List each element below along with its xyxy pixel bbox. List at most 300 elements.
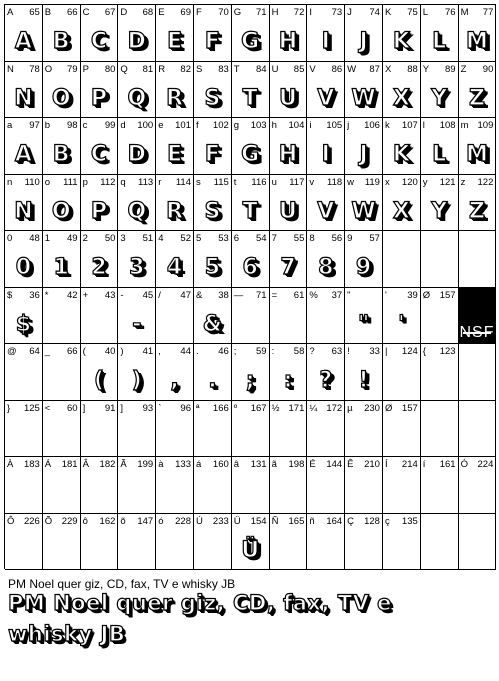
glyph-preview xyxy=(383,364,420,398)
glyph-char: o xyxy=(44,176,51,188)
glyph-cell xyxy=(345,231,383,288)
glyph-cell-label xyxy=(7,233,40,244)
glyph-preview: L xyxy=(432,142,447,168)
glyph-cell xyxy=(383,457,421,514)
glyph-code: 233 xyxy=(212,515,229,527)
glyph-cell-label xyxy=(83,290,116,301)
glyph-preview xyxy=(43,308,80,342)
glyph-preview: J xyxy=(359,142,368,168)
glyph-code: 48 xyxy=(29,233,40,244)
glyph-cell-label xyxy=(45,177,78,188)
glyph-preview: R xyxy=(166,198,184,224)
glyph-code: 167 xyxy=(250,402,267,414)
glyph-char: l xyxy=(422,120,425,131)
glyph-cell xyxy=(5,401,43,458)
glyph-char: i xyxy=(309,120,312,131)
glyph-code: 135 xyxy=(401,515,418,527)
glyph-code: 121 xyxy=(439,176,456,188)
glyph-preview: I xyxy=(321,142,330,168)
glyph-cell xyxy=(118,62,156,119)
glyph-code: 154 xyxy=(250,515,267,527)
glyph-preview: : xyxy=(283,368,293,394)
glyph-char: â xyxy=(233,459,240,470)
glyph-code: 118 xyxy=(327,176,343,188)
glyph-cell xyxy=(421,175,459,232)
glyph-code: 79 xyxy=(67,63,78,75)
glyph-char: ( xyxy=(82,346,86,357)
glyph-cell xyxy=(459,231,497,288)
glyph-cell xyxy=(156,62,194,119)
glyph-code: 110 xyxy=(24,176,40,188)
glyph-cell xyxy=(232,5,270,62)
glyph-code: 125 xyxy=(23,402,40,414)
glyph-cell xyxy=(118,5,156,62)
glyph-cell xyxy=(81,231,119,288)
glyph-cell-label xyxy=(83,403,116,414)
glyph-char: A xyxy=(7,7,14,18)
glyph-cell xyxy=(118,514,156,571)
glyph-char: É xyxy=(309,459,316,470)
glyph-cell xyxy=(5,118,43,175)
glyph-preview xyxy=(43,534,80,568)
glyph-code: 89 xyxy=(444,63,456,75)
glyph-cell-label xyxy=(423,64,456,75)
glyph-cell-label xyxy=(309,120,342,131)
glyph-cell xyxy=(307,288,345,345)
glyph-char: 2 xyxy=(82,233,88,244)
glyph-cell-label xyxy=(234,403,267,414)
glyph-preview xyxy=(270,534,307,568)
glyph-cell xyxy=(43,175,81,232)
glyph-cell-label xyxy=(272,516,305,527)
glyph-char: í xyxy=(422,459,426,470)
glyph-preview: Ü xyxy=(241,537,260,563)
glyph-code: 75 xyxy=(407,7,418,18)
glyph-code: 181 xyxy=(61,459,78,470)
glyph-cell-label xyxy=(7,516,40,527)
glyph-char: Ø xyxy=(384,402,393,414)
glyph-cell-label xyxy=(385,459,418,470)
glyph-char: m xyxy=(460,120,469,131)
glyph-preview xyxy=(194,421,231,455)
glyph-code: 88 xyxy=(407,63,418,75)
glyph-cell-label xyxy=(423,290,456,301)
glyph-cell-label xyxy=(158,233,191,244)
glyph-cell xyxy=(270,288,308,345)
glyph-char: q xyxy=(120,176,126,188)
glyph-cell xyxy=(421,344,459,401)
glyph-preview: 1 xyxy=(53,255,69,281)
glyph-preview: B xyxy=(52,29,70,55)
glyph-preview xyxy=(421,308,458,342)
glyph-code: 84 xyxy=(256,63,267,75)
glyph-cell xyxy=(459,288,497,345)
glyph-cell-label xyxy=(347,233,380,244)
glyph-code: 229 xyxy=(61,515,78,527)
glyph-cell xyxy=(307,118,345,175)
glyph-preview: S xyxy=(204,85,221,111)
glyph-code: 72 xyxy=(293,7,305,18)
glyph-code: 35 xyxy=(482,289,494,301)
glyph-cell xyxy=(156,344,194,401)
glyph-code: 133 xyxy=(175,459,191,470)
glyph-char: & xyxy=(195,289,203,301)
glyph-cell-label xyxy=(7,177,40,188)
glyph-cell-label xyxy=(7,7,40,18)
glyph-preview: NSF xyxy=(459,323,495,341)
glyph-cell xyxy=(307,62,345,119)
glyph-preview: F xyxy=(204,29,220,55)
glyph-preview xyxy=(383,477,420,511)
glyph-cell-label xyxy=(234,64,267,75)
glyph-char: 6 xyxy=(233,233,240,244)
glyph-char: r xyxy=(158,176,162,188)
glyph-preview: N xyxy=(14,85,33,111)
glyph-preview: , xyxy=(170,368,179,394)
glyph-char: 5 xyxy=(195,233,202,244)
glyph-preview xyxy=(459,421,496,455)
glyph-code: 80 xyxy=(104,63,116,75)
glyph-code: 85 xyxy=(293,63,305,75)
glyph-code: 76 xyxy=(444,7,456,18)
glyph-cell xyxy=(270,231,308,288)
glyph-cell-label xyxy=(309,177,342,188)
glyph-char: P xyxy=(82,63,89,75)
glyph-preview: 0 xyxy=(15,255,32,281)
glyph-preview xyxy=(118,534,155,568)
glyph-cell xyxy=(345,5,383,62)
glyph-cell xyxy=(5,514,43,571)
glyph-char: ã xyxy=(271,459,277,470)
glyph-cell-label xyxy=(309,459,342,470)
glyph-code: 101 xyxy=(175,120,191,131)
glyph-preview: X xyxy=(392,85,410,111)
glyph-char: - xyxy=(120,289,124,301)
glyph-char: À xyxy=(7,459,14,470)
glyph-code: 50 xyxy=(104,233,116,244)
glyph-preview: 3 xyxy=(129,255,145,281)
glyph-cell xyxy=(232,175,270,232)
glyph-char: Ê xyxy=(347,459,354,470)
glyph-code: 47 xyxy=(180,289,191,301)
glyph-code: 96 xyxy=(180,402,191,414)
glyph-char: M xyxy=(460,7,469,18)
glyph-cell-label xyxy=(120,64,153,75)
glyph-cell xyxy=(459,62,497,119)
glyph-code: 144 xyxy=(326,459,343,470)
glyph-char: 1 xyxy=(44,233,51,244)
glyph-cell-label xyxy=(272,64,305,75)
character-map-grid xyxy=(4,4,496,569)
glyph-code: 147 xyxy=(137,515,154,527)
glyph-char: Ú xyxy=(195,515,203,527)
glyph-preview: O xyxy=(51,198,71,224)
glyph-code: 157 xyxy=(401,402,418,414)
glyph-char: ô xyxy=(82,515,88,527)
glyph-cell-label xyxy=(272,120,305,131)
glyph-cell xyxy=(118,344,156,401)
glyph-cell-label xyxy=(423,7,456,18)
glyph-code: 111 xyxy=(63,176,78,188)
glyph-char: t xyxy=(233,176,237,188)
glyph-cell xyxy=(383,514,421,571)
glyph-preview: X xyxy=(392,198,410,224)
glyph-char: ] xyxy=(120,402,124,414)
glyph-cell xyxy=(383,231,421,288)
glyph-char: } xyxy=(7,402,11,414)
glyph-cell-label xyxy=(158,290,191,301)
glyph-preview xyxy=(270,477,307,511)
glyph-preview: T xyxy=(242,198,258,224)
glyph-code: 198 xyxy=(288,459,305,470)
glyph-cell-label xyxy=(7,290,40,301)
glyph-preview: ! xyxy=(358,368,369,394)
glyph-cell xyxy=(194,118,232,175)
glyph-preview: Y xyxy=(431,198,448,224)
glyph-char: ½ xyxy=(271,402,280,414)
glyph-cell xyxy=(81,401,119,458)
glyph-char: : xyxy=(271,346,275,357)
glyph-cell xyxy=(459,118,497,175)
glyph-cell-label xyxy=(347,177,380,188)
glyph-code: 49 xyxy=(67,233,78,244)
glyph-preview: 2 xyxy=(91,255,107,281)
glyph-code: 97 xyxy=(29,120,40,131)
glyph-preview xyxy=(5,364,42,398)
glyph-cell-label xyxy=(309,290,342,301)
glyph-preview: V xyxy=(317,198,335,224)
glyph-preview: R xyxy=(166,85,184,111)
glyph-preview xyxy=(43,477,80,511)
glyph-preview xyxy=(81,477,118,511)
glyph-preview xyxy=(307,534,344,568)
glyph-char: u xyxy=(271,176,277,188)
glyph-char: Ø xyxy=(422,289,431,301)
glyph-char: ç xyxy=(384,515,390,527)
glyph-preview: K xyxy=(392,29,410,55)
glyph-cell-label xyxy=(272,346,305,357)
glyph-char: . xyxy=(195,346,199,357)
glyph-code: 210 xyxy=(364,459,380,470)
glyph-cell xyxy=(459,457,497,514)
glyph-code: 44 xyxy=(180,346,191,357)
glyph-char: { xyxy=(422,346,426,357)
glyph-char: ? xyxy=(309,346,315,357)
glyph-preview xyxy=(156,308,193,342)
glyph-preview xyxy=(194,477,231,511)
glyph-cell-label xyxy=(461,64,494,75)
glyph-cell-label xyxy=(309,346,342,357)
glyph-code: 113 xyxy=(138,176,154,188)
glyph-code: 108 xyxy=(439,120,456,131)
glyph-code: 74 xyxy=(369,7,380,18)
glyph-cell-label xyxy=(7,120,40,131)
glyph-cell-label xyxy=(272,233,305,244)
glyph-char: c xyxy=(82,120,88,131)
glyph-cell xyxy=(345,514,383,571)
glyph-code: 33 xyxy=(369,346,380,357)
glyph-cell-label xyxy=(196,290,229,301)
glyph-code: 103 xyxy=(250,120,267,131)
glyph-preview xyxy=(156,477,193,511)
glyph-preview: M xyxy=(466,142,488,168)
glyph-char: Á xyxy=(44,459,52,470)
glyph-cell xyxy=(194,457,232,514)
glyph-cell-label xyxy=(272,403,305,414)
glyph-code: 107 xyxy=(401,120,418,131)
glyph-cell-label xyxy=(196,7,229,18)
glyph-code: 78 xyxy=(29,63,40,75)
glyph-code: 43 xyxy=(104,289,116,301)
glyph-preview: Z xyxy=(468,198,485,224)
glyph-cell xyxy=(232,62,270,119)
glyph-code: 81 xyxy=(142,63,154,75)
glyph-char: N xyxy=(7,63,14,75)
glyph-preview xyxy=(459,364,496,398)
glyph-code: 86 xyxy=(331,63,343,75)
glyph-char: v xyxy=(309,176,315,188)
glyph-code: 114 xyxy=(175,176,191,188)
glyph-cell-label xyxy=(158,177,191,188)
glyph-code: 99 xyxy=(104,120,116,131)
glyph-preview: T xyxy=(242,85,258,111)
glyph-char: R xyxy=(158,63,166,75)
glyph-preview: $ xyxy=(15,311,32,337)
glyph-code: 69 xyxy=(180,7,191,18)
glyph-cell-label xyxy=(83,7,116,18)
glyph-cell-label xyxy=(234,459,267,470)
glyph-preview xyxy=(383,534,420,568)
glyph-preview: B xyxy=(52,142,70,168)
glyph-cell xyxy=(307,401,345,458)
glyph-preview: W xyxy=(351,85,376,111)
glyph-cell-label xyxy=(347,459,380,470)
glyph-char: x xyxy=(384,176,390,188)
glyph-cell-label xyxy=(120,233,153,244)
glyph-code: 214 xyxy=(401,459,418,470)
glyph-cell xyxy=(156,514,194,571)
glyph-code: 160 xyxy=(212,459,229,470)
glyph-code: 60 xyxy=(67,402,78,414)
glyph-cell-label xyxy=(309,64,342,75)
glyph-char: j xyxy=(347,120,350,131)
glyph-char: * xyxy=(44,289,49,301)
glyph-cell xyxy=(194,175,232,232)
glyph-code: 55 xyxy=(293,233,305,244)
glyph-char: I xyxy=(309,7,313,18)
glyph-cell xyxy=(118,401,156,458)
glyph-char: / xyxy=(158,289,161,301)
glyph-cell-label xyxy=(272,177,305,188)
glyph-cell xyxy=(194,288,232,345)
glyph-preview: 9 xyxy=(355,255,372,281)
glyph-preview xyxy=(232,308,269,342)
glyph-char: Z xyxy=(460,63,467,75)
glyph-cell-label xyxy=(7,403,40,414)
glyph-preview: - xyxy=(132,311,142,337)
glyph-char: k xyxy=(384,120,390,131)
glyph-char: d xyxy=(120,120,126,131)
glyph-cell xyxy=(459,401,497,458)
glyph-char: 0 xyxy=(7,233,13,244)
glyph-preview: K xyxy=(392,142,410,168)
glyph-char: Ü xyxy=(233,515,241,527)
glyph-char: 8 xyxy=(309,233,315,244)
glyph-preview: ) xyxy=(131,368,142,394)
glyph-cell-label xyxy=(423,177,456,188)
glyph-cell-label xyxy=(196,120,229,131)
glyph-char: 7 xyxy=(271,233,277,244)
glyph-preview xyxy=(232,421,269,455)
glyph-char: U xyxy=(271,63,279,75)
glyph-preview xyxy=(5,421,42,455)
glyph-cell xyxy=(194,5,232,62)
glyph-char: f xyxy=(195,120,199,131)
glyph-code: 166 xyxy=(212,402,229,414)
glyph-cell xyxy=(43,457,81,514)
glyph-cell xyxy=(421,231,459,288)
glyph-code: 165 xyxy=(288,515,305,527)
glyph-preview: 8 xyxy=(318,255,334,281)
glyph-cell xyxy=(43,514,81,571)
glyph-preview: U xyxy=(279,198,297,224)
glyph-cell-label xyxy=(158,64,191,75)
glyph-preview xyxy=(270,308,307,342)
glyph-code: 71 xyxy=(256,289,267,301)
glyph-cell xyxy=(118,175,156,232)
glyph-code: 122 xyxy=(477,176,494,188)
glyph-cell-label xyxy=(385,7,418,18)
glyph-code: 226 xyxy=(23,515,40,527)
glyph-cell xyxy=(345,344,383,401)
glyph-code: 161 xyxy=(439,459,456,470)
glyph-code: 46 xyxy=(218,346,229,357)
glyph-cell xyxy=(383,175,421,232)
glyph-cell xyxy=(156,401,194,458)
glyph-cell-label xyxy=(385,290,418,301)
glyph-cell-label xyxy=(83,459,116,470)
glyph-cell xyxy=(156,231,194,288)
glyph-char: ñ xyxy=(309,515,315,527)
glyph-char: K xyxy=(384,7,392,18)
glyph-preview xyxy=(307,421,344,455)
glyph-code: 228 xyxy=(175,515,191,527)
glyph-code: 42 xyxy=(67,289,78,301)
glyph-code: 90 xyxy=(482,63,494,75)
glyph-code: 164 xyxy=(326,515,343,527)
glyph-preview: . xyxy=(208,368,217,394)
glyph-preview xyxy=(156,421,193,455)
glyph-code: 53 xyxy=(218,233,229,244)
glyph-cell xyxy=(43,231,81,288)
glyph-cell-label xyxy=(83,346,116,357)
glyph-cell xyxy=(118,118,156,175)
glyph-cell-label xyxy=(385,64,418,75)
glyph-char: T xyxy=(233,63,240,75)
glyph-char: Â xyxy=(82,459,89,470)
glyph-cell-label xyxy=(45,7,78,18)
glyph-preview: L xyxy=(432,29,447,55)
glyph-cell xyxy=(421,401,459,458)
glyph-cell-label xyxy=(45,290,78,301)
glyph-preview xyxy=(81,534,118,568)
glyph-char: Í xyxy=(384,459,388,470)
glyph-cell xyxy=(345,457,383,514)
glyph-char: D xyxy=(120,7,128,18)
glyph-cell xyxy=(383,344,421,401)
glyph-char: ª xyxy=(195,402,200,414)
glyph-cell xyxy=(232,401,270,458)
